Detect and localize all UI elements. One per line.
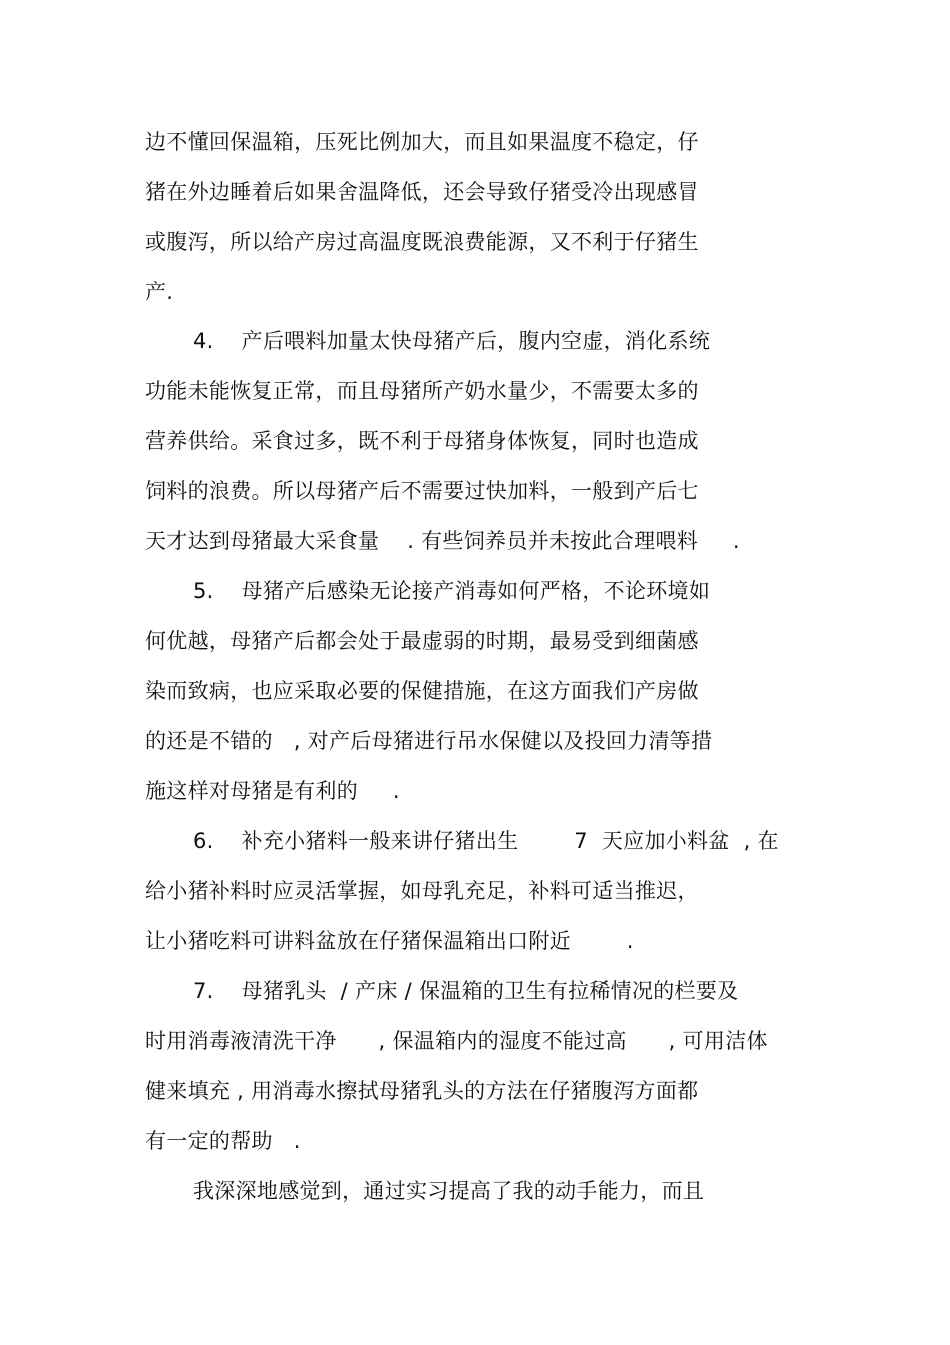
text-line: 产. <box>145 280 174 304</box>
text-line: 施这样对母猪是有利的 . <box>145 779 400 803</box>
text-line: 有一定的帮助 . <box>145 1129 301 1153</box>
text-line: 让小猪吃料可讲料盆放在仔猪保温箱出口附近 . <box>145 929 634 953</box>
text-line: 健来填充 , 用消毒水擦拭母猪乳头的方法在仔猪腹泻方面都 <box>145 1079 699 1103</box>
text-line: 边不懂回保温箱，压死比例加大，而且如果温度不稳定，仔 <box>145 130 699 154</box>
text-line: 染而致病，也应采取必要的保健措施，在这方面我们产房做 <box>145 679 699 703</box>
list-item-5-line: 5. 母猪产后感染无论接产消毒如何严格，不论环境如 <box>193 579 711 603</box>
list-item-6-line: 6. 补充小猪料一般来讲仔猪出生 7 天应加小料盆 , 在 <box>193 829 779 853</box>
list-item-7-line: 7. 母猪乳头 / 产床 / 保温箱的卫生有拉稀情况的栏要及 <box>193 979 739 1003</box>
text-line: 的还是不错的 , 对产后母猪进行吊水保健以及投回力清等措 <box>145 729 713 753</box>
text-line: 猪在外边睡着后如果舍温降低，还会导致仔猪受冷出现感冒 <box>145 180 699 204</box>
text-line: 天才达到母猪最大采食量 . 有些饲养员并未按此合理喂料 . <box>145 529 740 553</box>
paragraph-line: 我深深地感觉到，通过实习提高了我的动手能力，而且 <box>193 1179 705 1203</box>
text-line: 时用消毒液清洗干净 , 保温箱内的湿度不能过高 , 可用洁体 <box>145 1029 768 1053</box>
text-line: 或腹泻，所以给产房过高温度既浪费能源，又不利于仔猪生 <box>145 230 699 254</box>
text-line: 饲料的浪费。所以母猪产后不需要过快加料，一般到产后七 <box>145 479 699 503</box>
text-line: 功能未能恢复正常，而且母猪所产奶水量少，不需要太多的 <box>145 379 699 403</box>
list-item-4-line: 4. 产后喂料加量太快母猪产后，腹内空虚，消化系统 <box>193 329 711 353</box>
text-line: 给小猪补料时应灵活掌握，如母乳充足，补料可适当推迟， <box>145 879 699 903</box>
text-line: 营养供给。采食过多，既不利于母猪身体恢复，同时也造成 <box>145 429 699 453</box>
text-line: 何优越，母猪产后都会处于最虚弱的时期，最易受到细菌感 <box>145 629 699 653</box>
